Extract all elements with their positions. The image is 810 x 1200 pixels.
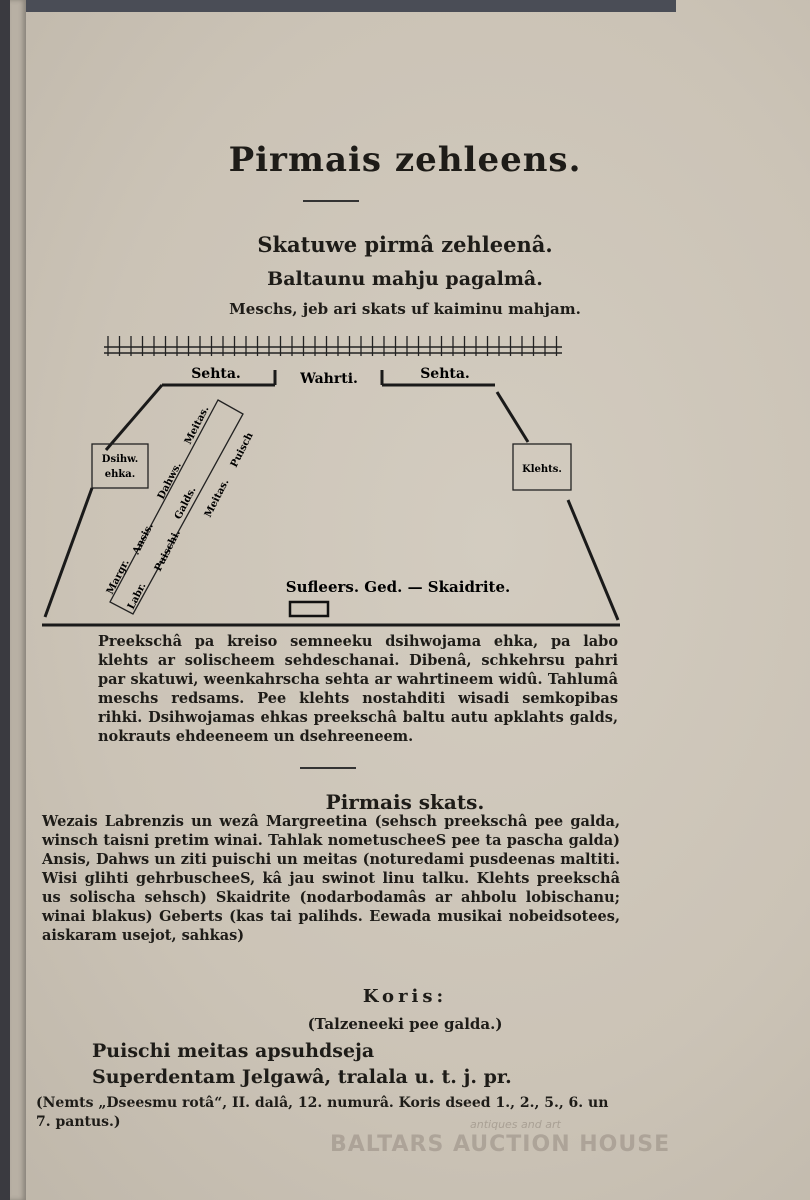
label-prompter-row: Sufleers. Ged. — Skaidrite. xyxy=(285,578,511,596)
label-sehta-left: Sehta. xyxy=(191,366,241,382)
label-galds: Galds. xyxy=(172,485,199,522)
label-meitas-mid: Meitas. xyxy=(202,477,232,520)
fence xyxy=(104,347,562,353)
place-heading: Baltaunu mahju pagalmâ. xyxy=(267,268,543,290)
label-wahrti: Wahrti. xyxy=(300,371,358,387)
stage-direction-paragraph: Preekschâ pa kreiso semneeku dsihwojama ehka, pa labo klehts ar solischeem sehdeschanai. Dibenâ, schkehrsu pahri par skatuwi, weenkahrscha sehta ar wahrtineem widû. Tahlumâ meschs redsams. Pee klehts nostahditi wisadi semkopibas rihki. Dsihwojamas ehkas preekschâ baltu autu apklahts galds, nokrauts ehdeeneem un dsehreeneem. xyxy=(98,633,618,745)
label-dahws: Dahws. xyxy=(155,460,184,502)
label-puischi: Puischi. xyxy=(152,528,184,574)
scene-title: Pirmais skats. xyxy=(325,790,485,814)
section-divider xyxy=(300,767,356,769)
stage-plan-diagram xyxy=(0,320,810,640)
setting-description: Meschs, jeb ari skats uf kaiminu mahjam. xyxy=(229,300,581,318)
dwelling-box xyxy=(92,444,148,488)
song-line-1: Puischi meitas apsuhdseja xyxy=(92,1040,375,1062)
label-labr: Labr. xyxy=(125,581,149,612)
song-note: (Nemts „Dseesmu rotâ“, II. dalâ, 12. numurâ. Koris dseed 1., 2., 5., 6. un 7. pantus.) xyxy=(36,1095,609,1130)
label-margr: Margr. xyxy=(104,557,132,597)
label-dsihw: Dsihw. xyxy=(101,454,139,465)
label-sehta-right: Sehta. xyxy=(420,366,470,382)
watermark-subtitle: antiques and art xyxy=(470,1118,561,1131)
song-line-2: Superdentam Jelgawâ, tralala u. t. j. pr. xyxy=(92,1066,512,1088)
act-title: Pirmais zehleens. xyxy=(228,140,582,180)
watermark-logo: BALTARS AUCTION HOUSE xyxy=(330,1132,671,1157)
prompter-box xyxy=(290,602,328,616)
scenery-heading: Skatuwe pirmâ zehleenâ. xyxy=(257,232,553,257)
label-ansis: Ansis. xyxy=(130,521,156,557)
chorus-label: Koris: xyxy=(362,986,448,1007)
label-klehts: Klehts. xyxy=(522,464,562,475)
cover-edge xyxy=(26,0,676,12)
scene-description: Wezais Labrenzis un wezâ Margreetina (sehsch preekschâ pee galda, winsch taisni pretim winai. Tahlak nometuscheeS pee ta pascha galda) Ansis, Dahws un ziti puischi un meitas (noturedami pusdeenas maltiti. Wisi glihti gehrbuscheeS, kâ jau swinot linu talku. Klehts preekschâ us solischa sehsch) Skaidrite (nodarbodamâs ar ahbolu lobischanu; winai blakus) Geberts (kas tai palihds. Eewada musikai nobeidsotees, aiskaram usejot, sahkas) xyxy=(42,813,620,944)
label-ehka: ehka. xyxy=(104,469,136,480)
label-meitas-top: Meitas. xyxy=(182,404,212,447)
label-puisch: Puisch xyxy=(228,430,256,470)
title-divider xyxy=(303,200,359,202)
chorus-direction: (Talzeneeki pee galda.) xyxy=(307,1015,503,1033)
table-outline xyxy=(110,400,243,614)
